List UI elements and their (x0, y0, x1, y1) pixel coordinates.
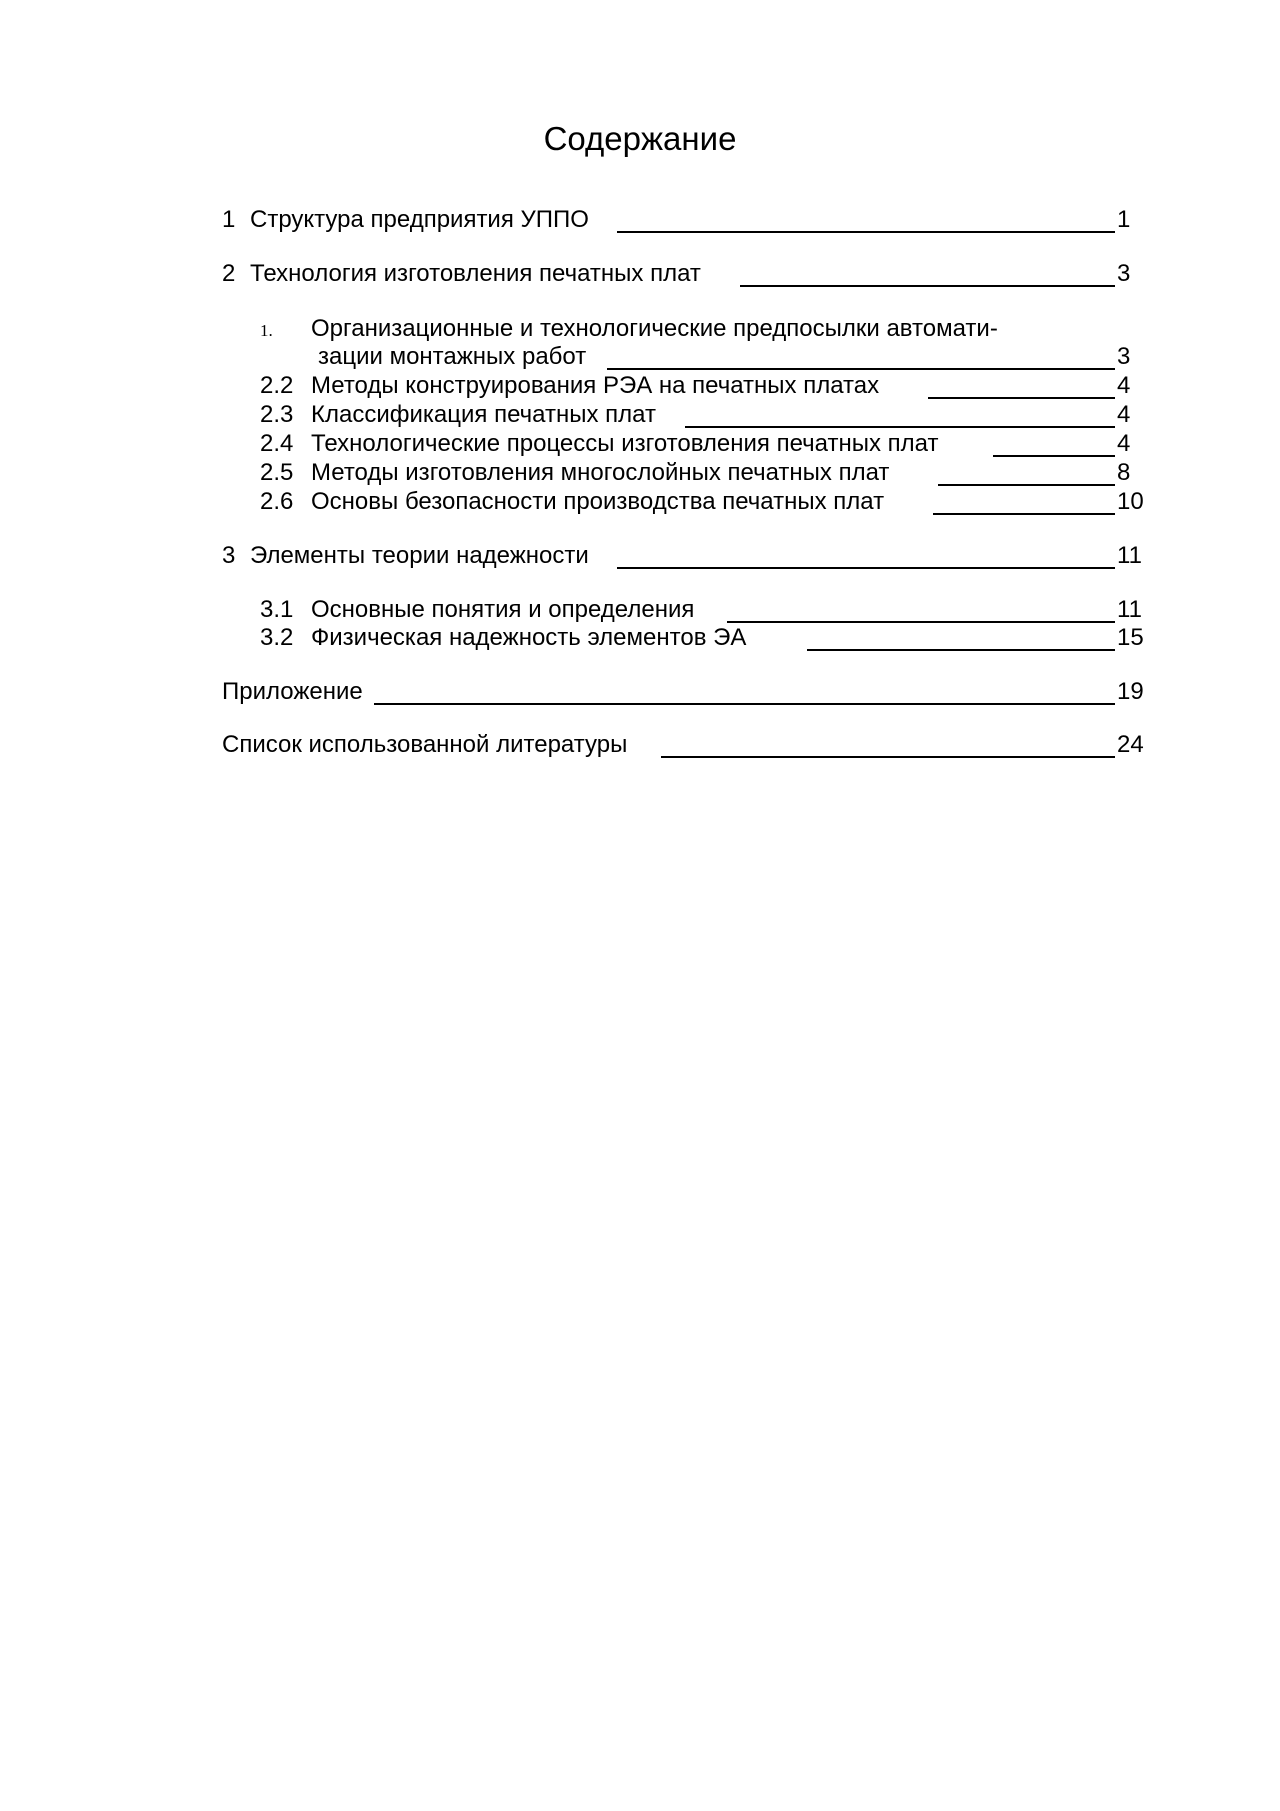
toc-entry-text: Приложение (222, 678, 363, 705)
toc-entry[interactable] (0, 259, 1280, 289)
toc-entry-page: 8 (1117, 459, 1131, 486)
toc-entry-text: Классификация печатных плат (311, 401, 656, 428)
toc-entry-page: 4 (1117, 430, 1131, 457)
toc-entry-number: 2.6 (260, 488, 294, 515)
toc-entry[interactable] (0, 458, 1280, 488)
toc-entry-number: 2.5 (260, 459, 294, 486)
toc-entry[interactable] (0, 730, 1280, 760)
toc-entry-page: 10 (1117, 488, 1144, 515)
toc-entry[interactable] (0, 595, 1280, 625)
toc-entry-text: Методы изготовления многослойных печатных плат (311, 459, 890, 486)
toc-entry-page: 3 (1117, 343, 1131, 370)
toc-entry[interactable] (0, 623, 1280, 653)
toc-entry-page: 15 (1117, 624, 1144, 651)
toc-entry-page: 3 (1117, 260, 1131, 287)
toc-entry-number: 1. (260, 321, 273, 340)
page-title: Содержание (543, 120, 737, 157)
toc-entry-number: 2.2 (260, 372, 294, 399)
toc-entry-number: 2.4 (260, 430, 294, 457)
toc-entry-page: 4 (1117, 372, 1131, 399)
toc-leader-line (661, 756, 1115, 758)
toc-entry-text: Технологические процессы изготовления печатных плат (311, 430, 939, 457)
toc-entry-text-continuation: зации монтажных работ (318, 343, 587, 370)
toc-entry[interactable] (0, 487, 1280, 517)
toc-entry-number: 2.3 (260, 401, 294, 428)
toc-leader-line (933, 513, 1115, 515)
toc-leader-line (993, 455, 1115, 457)
toc-entry-text: Элементы теории надежности (250, 542, 589, 569)
toc-leader-line (685, 426, 1115, 428)
toc-entry-number: 3 (222, 542, 236, 569)
toc-entry-page: 1 (1117, 206, 1131, 233)
toc-entry[interactable] (0, 429, 1280, 459)
toc-entry-number: 3.2 (260, 624, 294, 651)
toc-entry[interactable] (0, 677, 1280, 707)
toc-entry-text: Технология изготовления печатных плат (250, 260, 701, 287)
toc-entry[interactable] (0, 541, 1280, 571)
toc-entry[interactable] (0, 205, 1280, 235)
toc-entry[interactable] (0, 371, 1280, 401)
toc-entry[interactable] (0, 400, 1280, 430)
toc-entry-number: 1 (222, 206, 236, 233)
toc-entry-page: 11 (1117, 542, 1142, 569)
toc-leader-line (938, 484, 1115, 486)
toc-leader-line (807, 649, 1115, 651)
toc-entry-number: 2 (222, 260, 236, 287)
toc-leader-line (617, 231, 1115, 233)
toc-entry-text: Организационные и технологические предпосылки автомати- (311, 315, 998, 342)
toc-leader-line (740, 285, 1115, 287)
toc-entry-number: 3.1 (260, 596, 294, 623)
toc-entry-page: 19 (1117, 678, 1144, 705)
toc-entry-page: 24 (1117, 731, 1144, 758)
toc-entry[interactable] (0, 314, 1280, 374)
toc-entry-text: Структура предприятия УППО (250, 206, 589, 233)
toc-entry-text: Основы безопасности производства печатных плат (311, 488, 885, 515)
toc-leader-line (928, 397, 1115, 399)
toc-leader-line (374, 703, 1115, 705)
toc-entry-text: Основные понятия и определения (311, 596, 695, 623)
toc-entry-text: Список использованной литературы (222, 731, 628, 758)
toc-entry-text: Физическая надежность элементов ЭА (311, 624, 747, 651)
toc-entry-text: Методы конструирования РЭА на печатных платах (311, 372, 880, 399)
toc-leader-line (607, 368, 1115, 370)
toc-entry-page: 4 (1117, 401, 1131, 428)
toc-entry-page: 11 (1117, 596, 1142, 623)
toc-leader-line (617, 567, 1115, 569)
